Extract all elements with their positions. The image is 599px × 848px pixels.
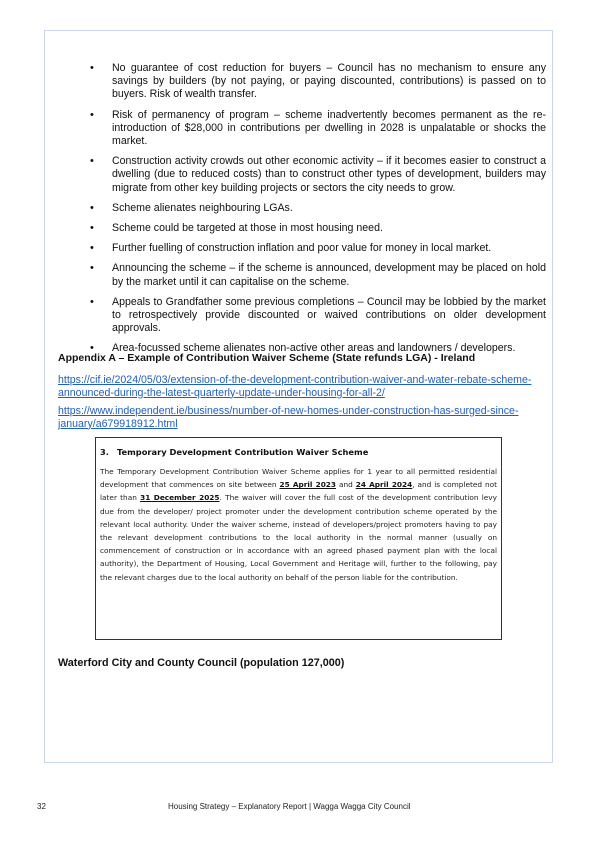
bullet-item	[86, 109, 546, 149]
bullet-item	[86, 222, 546, 235]
waiver-title-text: Temporary Development Contribution Waiver Scheme	[116, 447, 369, 457]
waiver-completion-date: 31 December 2025	[140, 493, 220, 503]
section-heading: Waterford City and County Council (population 127,000)	[58, 657, 345, 669]
bullet-item	[86, 62, 546, 102]
waiver-text: , and is completed not later than	[100, 480, 497, 503]
risk-bullet-list	[86, 62, 546, 363]
bullet-icon: •	[90, 108, 94, 121]
bullet-item	[86, 296, 546, 336]
bullet-icon: •	[90, 222, 94, 235]
waiver-text: . The waiver will cover the full cost of the development contribution levy due from the developer/ project promoter under the development contribution scheme operated by the relevant local authority. Under the waiver scheme, instead of developers/project promoters having to pay the relevant development contributions to the local authority in the normal manner (usually on commencement of construction or in accordance with an agreed phased payment plan with the local authority), the Department of Housing, Local Government and Heritage will, further to the following, pay the relevant charges due to the local authority on behalf of the person liable for the contribution.	[100, 493, 497, 582]
bullet-text: Area-focussed scheme alienates non-active other areas and landowners / developers.	[112, 342, 516, 355]
bullet-icon: •	[90, 342, 94, 355]
bullet-icon: •	[90, 295, 94, 308]
bullet-text: Scheme alienates neighbouring LGAs.	[112, 201, 293, 214]
waiver-text: and	[336, 480, 356, 490]
cif-article-link[interactable]: https://cif.ie/2024/05/03/extension-of-the-development-contribution-waiver-and-water-rebate-scheme-announced-during-the-latest-quarterly-update-under-housing-for-all-2/	[58, 374, 532, 399]
bullet-item	[86, 262, 546, 288]
waiver-start-date: 25 April 2023	[279, 480, 337, 490]
bullet-icon: •	[90, 62, 94, 74]
bullet-item	[86, 242, 546, 255]
bullet-text: Risk of permanency of program – scheme inadvertently becomes permanent as the re-introduction of $28,000 in contributions per dwelling in 2028 is unpalatable or shocks the market.	[112, 108, 546, 148]
bullet-icon: •	[90, 201, 94, 214]
waiver-title	[100, 447, 497, 457]
waiver-number: 3.	[100, 447, 109, 457]
waiver-scheme-excerpt	[95, 437, 502, 640]
bullet-text: Further fuelling of construction inflation and poor value for money in local market.	[112, 242, 492, 255]
page-number: 32	[37, 802, 46, 811]
bullet-item	[86, 202, 546, 215]
waiver-end-date: 24 April 2024	[355, 480, 413, 490]
footer-title: Housing Strategy – Explanatory Report | Wagga Wagga City Council	[168, 802, 411, 811]
bullet-text: Construction activity crowds out other economic activity – if it becomes easier to construct a dwelling (due to reduced costs) than to construct other types of development, builders may migrate from other key building projects or sectors the city needs to grow.	[112, 155, 546, 194]
bullet-text: Appeals to Grandfather some previous completions – Council may be lobbied by the market to retrospectively provide discounted or waived contributions on older development approvals.	[112, 295, 546, 335]
bullet-text: Announcing the scheme – if the scheme is announced, development may be placed on hold by the market until it can capitalise on the scheme.	[112, 262, 546, 288]
bullet-icon: •	[90, 242, 94, 255]
waiver-body	[100, 465, 497, 584]
independent-article-link[interactable]: https://www.independent.ie/business/number-of-new-homes-under-construction-has-surged-since-january/a679918912.html	[58, 405, 519, 430]
bullet-text: No guarantee of cost reduction for buyers – Council has no mechanism to ensure any savings by builders (by not paying, or paying discounted, contributions) is passed on to buyers. Risk of wealth transfer.	[112, 62, 546, 101]
bullet-text: Scheme could be targeted at those in most housing need.	[112, 222, 383, 235]
bullet-icon: •	[90, 262, 94, 275]
waiver-text: The Temporary Development Contribution Waiver Scheme applies for 1 year to all permitted residential development that commences on site between	[100, 467, 497, 490]
bullet-item	[86, 155, 546, 195]
bullet-icon: •	[90, 155, 94, 168]
appendix-heading: Appendix A – Example of Contribution Waiver Scheme (State refunds LGA) - Ireland	[58, 352, 476, 364]
